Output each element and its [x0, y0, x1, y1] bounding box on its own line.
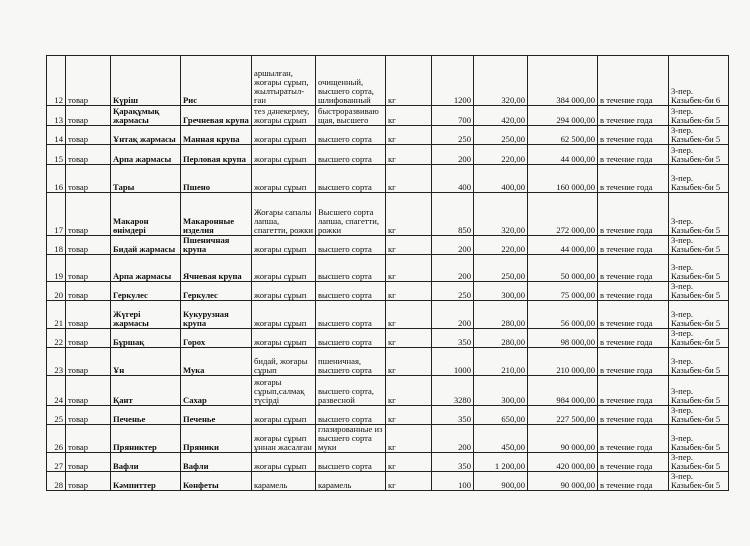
- name-kz-cell: Кәмпиттер: [111, 472, 181, 491]
- total-sum-cell: 90 000,00: [528, 472, 598, 491]
- quantity-cell: 200: [432, 145, 474, 165]
- name-ru-cell: Рис: [181, 56, 252, 106]
- spec-ru-cell: быстроразвиваю щая, высшего: [316, 106, 386, 126]
- unit-cell: кг: [386, 348, 432, 376]
- spec-kz-cell: жоғары сұрып: [252, 255, 316, 282]
- item-type-cell: товар: [66, 301, 111, 329]
- item-type-cell: товар: [66, 348, 111, 376]
- delivery-place-cell: 3-пер. Казыбек-би 5: [669, 106, 729, 126]
- name-kz-cell: Ұнтақ жармасы: [111, 126, 181, 145]
- quantity-cell: 350: [432, 453, 474, 472]
- delivery-place-cell: 3-пер. Казыбек-би 5: [669, 348, 729, 376]
- delivery-place-cell: 3-пер. Казыбек-би 5: [669, 236, 729, 255]
- unit-price-cell: 300,00: [474, 376, 528, 406]
- unit-cell: кг: [386, 236, 432, 255]
- spec-ru-cell: высшего сорта: [316, 126, 386, 145]
- delivery-place-cell: 3-пер. Казыбек-би 5: [669, 406, 729, 425]
- spec-kz-cell: жоғары сұрып: [252, 301, 316, 329]
- spec-kz-cell: аршылған, жоғары сұрып, жылтыратыл-ған: [252, 56, 316, 106]
- spec-ru-cell: высшего сорта: [316, 145, 386, 165]
- spec-ru-cell: высшего сорта: [316, 453, 386, 472]
- quantity-cell: 250: [432, 282, 474, 301]
- unit-cell: кг: [386, 193, 432, 236]
- item-type-cell: товар: [66, 126, 111, 145]
- row-number-cell: 18: [47, 236, 66, 255]
- quantity-cell: 400: [432, 165, 474, 193]
- spec-ru-cell: глазированные из высшего сорта муки: [316, 425, 386, 453]
- delivery-place-cell: 3-пер. Казыбек-би 5: [669, 425, 729, 453]
- delivery-term-cell: в течение года: [598, 282, 669, 301]
- spec-ru-cell: пшеничная, высшего сорта: [316, 348, 386, 376]
- spec-ru-cell: высшего сорта: [316, 255, 386, 282]
- spec-kz-cell: жоғары сұрып: [252, 329, 316, 348]
- unit-cell: кг: [386, 56, 432, 106]
- total-sum-cell: 75 000,00: [528, 282, 598, 301]
- table-row: [47, 145, 729, 165]
- unit-price-cell: 250,00: [474, 126, 528, 145]
- spec-kz-cell: жоғары сұрып: [252, 145, 316, 165]
- row-number-cell: 14: [47, 126, 66, 145]
- spec-ru-cell: высшего сорта, развесной: [316, 376, 386, 406]
- quantity-cell: 100: [432, 472, 474, 491]
- row-number-cell: 20: [47, 282, 66, 301]
- spec-kz-cell: жоғары сұрып: [252, 165, 316, 193]
- total-sum-cell: 56 000,00: [528, 301, 598, 329]
- delivery-place-cell: 3-пер. Казыбек-би 5: [669, 193, 729, 236]
- name-kz-cell: Геркулес: [111, 282, 181, 301]
- name-kz-cell: Вафли: [111, 453, 181, 472]
- unit-price-cell: 280,00: [474, 329, 528, 348]
- spec-ru-cell: высшего сорта: [316, 301, 386, 329]
- quantity-cell: 250: [432, 126, 474, 145]
- spec-ru-cell: очищенный, высшего сорта, шлифованный: [316, 56, 386, 106]
- name-ru-cell: Печенье: [181, 406, 252, 425]
- name-ru-cell: Пшеничная крупа: [181, 236, 252, 255]
- name-ru-cell: Гречневая крупа: [181, 106, 252, 126]
- row-number-cell: 16: [47, 165, 66, 193]
- name-ru-cell: Вафли: [181, 453, 252, 472]
- total-sum-cell: 98 000,00: [528, 329, 598, 348]
- quantity-cell: 700: [432, 106, 474, 126]
- quantity-cell: 350: [432, 329, 474, 348]
- quantity-cell: 3280: [432, 376, 474, 406]
- name-ru-cell: Ячневая крупа: [181, 255, 252, 282]
- unit-cell: кг: [386, 425, 432, 453]
- delivery-place-cell: 3-пер. Казыбек-би 5: [669, 126, 729, 145]
- unit-cell: кг: [386, 145, 432, 165]
- total-sum-cell: 227 500,00: [528, 406, 598, 425]
- name-kz-cell: Ұн: [111, 348, 181, 376]
- table-row: [47, 165, 729, 193]
- delivery-term-cell: в течение года: [598, 453, 669, 472]
- total-sum-cell: 210 000,00: [528, 348, 598, 376]
- name-kz-cell: Тары: [111, 165, 181, 193]
- delivery-place-cell: 3-пер. Казыбек-би 5: [669, 255, 729, 282]
- unit-cell: кг: [386, 255, 432, 282]
- unit-cell: кг: [386, 126, 432, 145]
- item-type-cell: товар: [66, 329, 111, 348]
- unit-cell: кг: [386, 376, 432, 406]
- quantity-cell: 1000: [432, 348, 474, 376]
- unit-price-cell: 250,00: [474, 255, 528, 282]
- name-ru-cell: Манная крупа: [181, 126, 252, 145]
- name-ru-cell: Перловая крупа: [181, 145, 252, 165]
- item-type-cell: товар: [66, 472, 111, 491]
- table-row: [47, 406, 729, 425]
- unit-price-cell: 1 200,00: [474, 453, 528, 472]
- spec-kz-cell: жоғары сұрып: [252, 406, 316, 425]
- delivery-term-cell: в течение года: [598, 126, 669, 145]
- spec-kz-cell: жоғары сұрып,салмақ түсірді: [252, 376, 316, 406]
- name-ru-cell: Геркулес: [181, 282, 252, 301]
- table-row: [47, 425, 729, 453]
- name-ru-cell: Конфеты: [181, 472, 252, 491]
- row-number-cell: 15: [47, 145, 66, 165]
- spec-ru-cell: высшего сорта: [316, 165, 386, 193]
- item-type-cell: товар: [66, 236, 111, 255]
- quantity-cell: 850: [432, 193, 474, 236]
- name-ru-cell: Сахар: [181, 376, 252, 406]
- delivery-place-cell: 3-пер. Казыбек-би 5: [669, 453, 729, 472]
- delivery-term-cell: в течение года: [598, 56, 669, 106]
- delivery-place-cell: 3-пер. Казыбек-би 6: [669, 56, 729, 106]
- unit-cell: кг: [386, 453, 432, 472]
- spec-kz-cell: тез дәнекерлеу, жоғары сұрып: [252, 106, 316, 126]
- delivery-term-cell: в течение года: [598, 301, 669, 329]
- table-row: [47, 472, 729, 491]
- table-row: [47, 236, 729, 255]
- delivery-term-cell: в течение года: [598, 106, 669, 126]
- unit-price-cell: 320,00: [474, 56, 528, 106]
- quantity-cell: 200: [432, 236, 474, 255]
- unit-cell: кг: [386, 165, 432, 193]
- item-type-cell: товар: [66, 453, 111, 472]
- item-type-cell: товар: [66, 56, 111, 106]
- name-ru-cell: Мука: [181, 348, 252, 376]
- procurement-table: [46, 55, 729, 491]
- name-kz-cell: Күріш: [111, 56, 181, 106]
- delivery-term-cell: в течение года: [598, 348, 669, 376]
- total-sum-cell: 420 000,00: [528, 453, 598, 472]
- total-sum-cell: 294 000,00: [528, 106, 598, 126]
- row-number-cell: 13: [47, 106, 66, 126]
- total-sum-cell: 160 000,00: [528, 165, 598, 193]
- table-row: [47, 329, 729, 348]
- row-number-cell: 17: [47, 193, 66, 236]
- unit-cell: кг: [386, 106, 432, 126]
- row-number-cell: 22: [47, 329, 66, 348]
- delivery-term-cell: в течение года: [598, 255, 669, 282]
- table-row: [47, 301, 729, 329]
- delivery-place-cell: 3-пер. Казыбек-би 5: [669, 145, 729, 165]
- spec-kz-cell: Жоғары сапалы лапша, спагетти, рожки: [252, 193, 316, 236]
- row-number-cell: 19: [47, 255, 66, 282]
- delivery-term-cell: в течение года: [598, 193, 669, 236]
- unit-cell: кг: [386, 301, 432, 329]
- item-type-cell: товар: [66, 106, 111, 126]
- item-type-cell: товар: [66, 376, 111, 406]
- unit-price-cell: 210,00: [474, 348, 528, 376]
- unit-price-cell: 280,00: [474, 301, 528, 329]
- table-row: [47, 376, 729, 406]
- name-kz-cell: Пряниктер: [111, 425, 181, 453]
- name-ru-cell: Горох: [181, 329, 252, 348]
- row-number-cell: 25: [47, 406, 66, 425]
- total-sum-cell: 984 000,00: [528, 376, 598, 406]
- table-row: [47, 453, 729, 472]
- unit-cell: кг: [386, 472, 432, 491]
- row-number-cell: 24: [47, 376, 66, 406]
- table-row: [47, 282, 729, 301]
- unit-price-cell: 320,00: [474, 193, 528, 236]
- total-sum-cell: 272 000,00: [528, 193, 598, 236]
- name-kz-cell: Бұршақ: [111, 329, 181, 348]
- name-kz-cell: Бидай жармасы: [111, 236, 181, 255]
- unit-price-cell: 300,00: [474, 282, 528, 301]
- name-ru-cell: Пряники: [181, 425, 252, 453]
- delivery-place-cell: 3-пер. Казыбек-би 5: [669, 329, 729, 348]
- delivery-term-cell: в течение года: [598, 406, 669, 425]
- spec-ru-cell: высшего сорта: [316, 406, 386, 425]
- spec-ru-cell: высшего сорта: [316, 282, 386, 301]
- unit-price-cell: 400,00: [474, 165, 528, 193]
- item-type-cell: товар: [66, 165, 111, 193]
- spec-kz-cell: карамель: [252, 472, 316, 491]
- spec-kz-cell: жоғары сұрып: [252, 126, 316, 145]
- unit-price-cell: 450,00: [474, 425, 528, 453]
- name-ru-cell: Кукурузная крупа: [181, 301, 252, 329]
- table-row: [47, 255, 729, 282]
- delivery-term-cell: в течение года: [598, 472, 669, 491]
- spec-kz-cell: жоғары сұрып: [252, 282, 316, 301]
- row-number-cell: 21: [47, 301, 66, 329]
- item-type-cell: товар: [66, 282, 111, 301]
- quantity-cell: 200: [432, 425, 474, 453]
- delivery-term-cell: в течение года: [598, 165, 669, 193]
- row-number-cell: 23: [47, 348, 66, 376]
- unit-price-cell: 420,00: [474, 106, 528, 126]
- spec-ru-cell: высшего сорта: [316, 236, 386, 255]
- row-number-cell: 26: [47, 425, 66, 453]
- unit-price-cell: 900,00: [474, 472, 528, 491]
- spec-kz-cell: жоғары сұрып: [252, 236, 316, 255]
- delivery-term-cell: в течение года: [598, 376, 669, 406]
- delivery-term-cell: в течение года: [598, 329, 669, 348]
- item-type-cell: товар: [66, 425, 111, 453]
- unit-cell: кг: [386, 329, 432, 348]
- item-type-cell: товар: [66, 145, 111, 165]
- table-row: [47, 348, 729, 376]
- delivery-place-cell: 3-пер. Казыбек-би 5: [669, 301, 729, 329]
- total-sum-cell: 44 000,00: [528, 236, 598, 255]
- name-kz-cell: Макарон өнімдері: [111, 193, 181, 236]
- delivery-term-cell: в течение года: [598, 236, 669, 255]
- name-kz-cell: Печенье: [111, 406, 181, 425]
- item-type-cell: товар: [66, 255, 111, 282]
- total-sum-cell: 384 000,00: [528, 56, 598, 106]
- total-sum-cell: 90 000,00: [528, 425, 598, 453]
- table-row: [47, 106, 729, 126]
- spec-kz-cell: бидай, жоғары сұрып: [252, 348, 316, 376]
- unit-price-cell: 220,00: [474, 236, 528, 255]
- delivery-term-cell: в течение года: [598, 425, 669, 453]
- table-row: [47, 193, 729, 236]
- delivery-place-cell: 3-пер. Казыбек-би 5: [669, 472, 729, 491]
- item-type-cell: товар: [66, 406, 111, 425]
- quantity-cell: 200: [432, 301, 474, 329]
- total-sum-cell: 44 000,00: [528, 145, 598, 165]
- row-number-cell: 12: [47, 56, 66, 106]
- name-kz-cell: Қант: [111, 376, 181, 406]
- name-ru-cell: Макаронные изделия: [181, 193, 252, 236]
- quantity-cell: 200: [432, 255, 474, 282]
- delivery-place-cell: 3-пер. Казыбек-би 5: [669, 376, 729, 406]
- delivery-term-cell: в течение года: [598, 145, 669, 165]
- unit-price-cell: 650,00: [474, 406, 528, 425]
- quantity-cell: 350: [432, 406, 474, 425]
- table-row: [47, 126, 729, 145]
- table-row: [47, 56, 729, 106]
- spec-kz-cell: жоғары сұрып ұннан жасалған: [252, 425, 316, 453]
- unit-cell: кг: [386, 282, 432, 301]
- row-number-cell: 27: [47, 453, 66, 472]
- delivery-place-cell: 3-пер. Казыбек-би 5: [669, 165, 729, 193]
- name-kz-cell: Қарақұмық жармасы: [111, 106, 181, 126]
- item-type-cell: товар: [66, 193, 111, 236]
- total-sum-cell: 50 000,00: [528, 255, 598, 282]
- unit-cell: кг: [386, 406, 432, 425]
- spec-ru-cell: высшего сорта: [316, 329, 386, 348]
- name-ru-cell: Пшено: [181, 165, 252, 193]
- unit-price-cell: 220,00: [474, 145, 528, 165]
- spec-ru-cell: карамель: [316, 472, 386, 491]
- name-kz-cell: Арпа жармасы: [111, 145, 181, 165]
- spec-ru-cell: Высшего сорта лапша, спагетти, рожки: [316, 193, 386, 236]
- spec-kz-cell: жоғары сұрып: [252, 453, 316, 472]
- quantity-cell: 1200: [432, 56, 474, 106]
- name-kz-cell: Жүгері жармасы: [111, 301, 181, 329]
- total-sum-cell: 62 500,00: [528, 126, 598, 145]
- delivery-place-cell: 3-пер. Казыбек-би 5: [669, 282, 729, 301]
- row-number-cell: 28: [47, 472, 66, 491]
- name-kz-cell: Арпа жармасы: [111, 255, 181, 282]
